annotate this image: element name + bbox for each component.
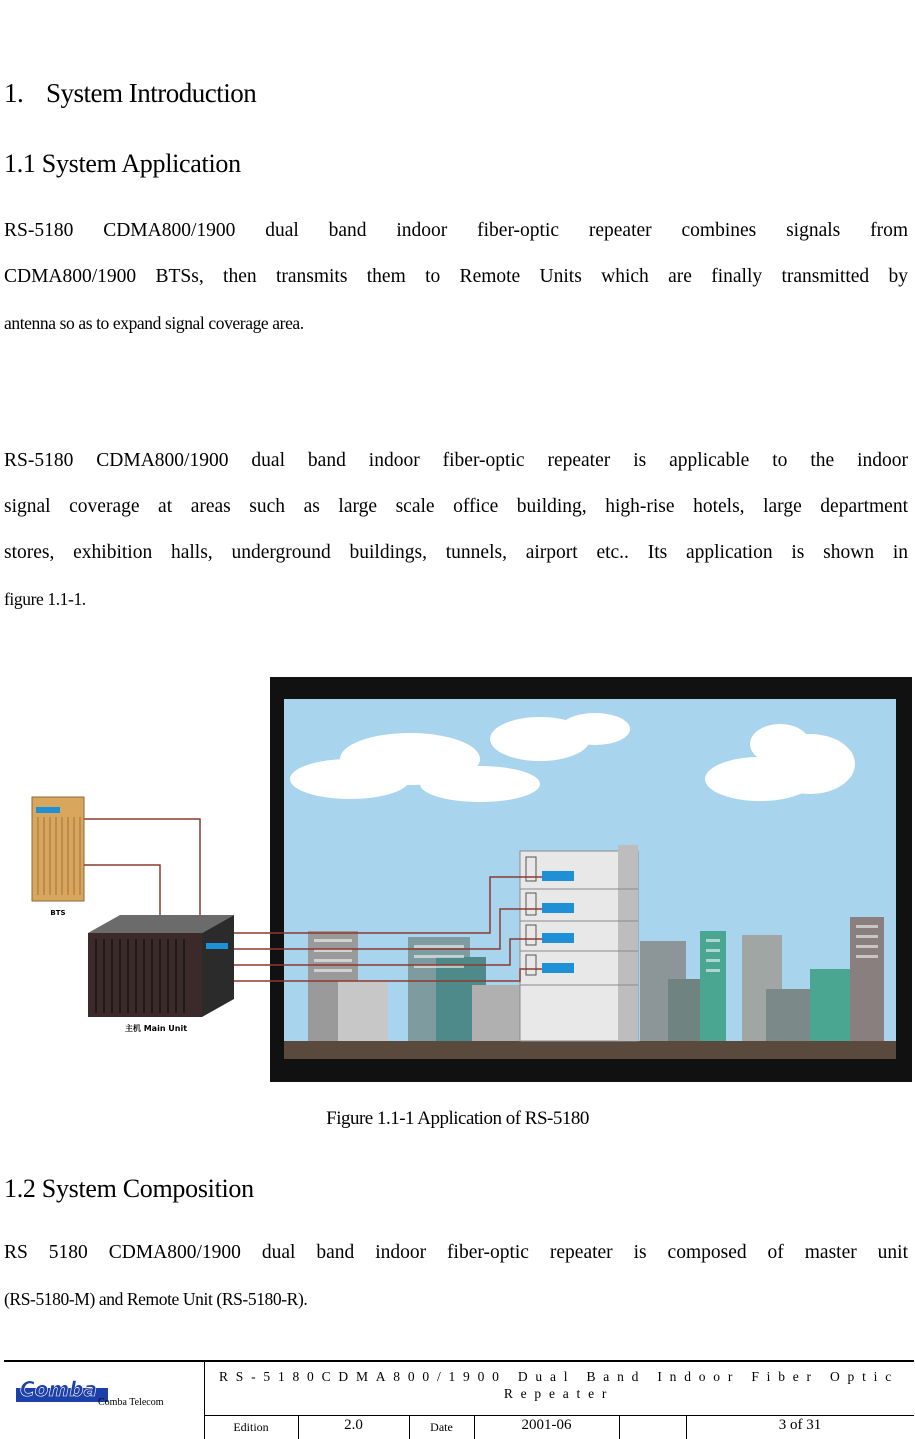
bts-label: BTS [50,909,66,917]
paragraph-application-overview [4,208,908,346]
paragraph-composition [4,1230,908,1322]
section-heading [4,78,256,109]
comba-logo [12,1374,192,1410]
logo-wordmark: Comba [20,1377,98,1401]
application-figure [20,669,914,1086]
paragraph-line: antenna so as to expand signal coverage area. [4,313,304,333]
document-title: RS-5180CDMA800/1900 Dual Band Indoor Fiber Optic Repeater [218,1369,899,1401]
paragraph-line: RS 5180 CDMA800/1900 dual band indoor fiber-optic repeater is composed of master unit [4,1242,908,1263]
paragraph-line: signal coverage at areas such as large scale office building, high-rise hotels, large department [4,496,908,517]
company-name: Comba Telecom [98,1397,164,1408]
section-number: 1. [4,78,24,108]
paragraph-line: RS-5180 CDMA800/1900 dual band indoor fiber-optic repeater combines signals from [4,220,908,241]
main-unit-label: 主机 Main Unit [124,1024,188,1033]
edition-value: 2.0 [344,1417,363,1433]
section-title: System Introduction [46,78,257,108]
edition-label: Edition [233,1420,269,1434]
paragraph-line: figure 1.1-1. [4,589,86,609]
paragraph-line: CDMA800/1900 BTSs, then transmits them to Remote Units which are finally transmitted by [4,266,908,287]
page-number: 3 of 31 [778,1417,822,1433]
subsection-heading-application: 1.1 System Application [4,149,241,178]
subsection-heading-composition: 1.2 System Composition [4,1174,254,1203]
date-value: 2001-06 [521,1417,572,1433]
figure-caption: Figure 1.1-1 Application of RS-5180 [326,1108,589,1129]
main-unit-rack [88,915,234,1017]
paragraph-line: stores, exhibition halls, underground buildings, tunnels, airport etc.. Its application is shown in [4,542,908,563]
paragraph-line: RS-5180 CDMA800/1900 dual band indoor fiber-optic repeater is applicable to the indoor [4,450,908,471]
bts-cabinet [32,797,84,901]
page-footer [4,1360,914,1439]
paragraph-line: (RS-5180-M) and Remote Unit (RS-5180-R). [4,1289,308,1309]
paragraph-application-scope [4,438,908,622]
date-label: Date [430,1420,453,1434]
